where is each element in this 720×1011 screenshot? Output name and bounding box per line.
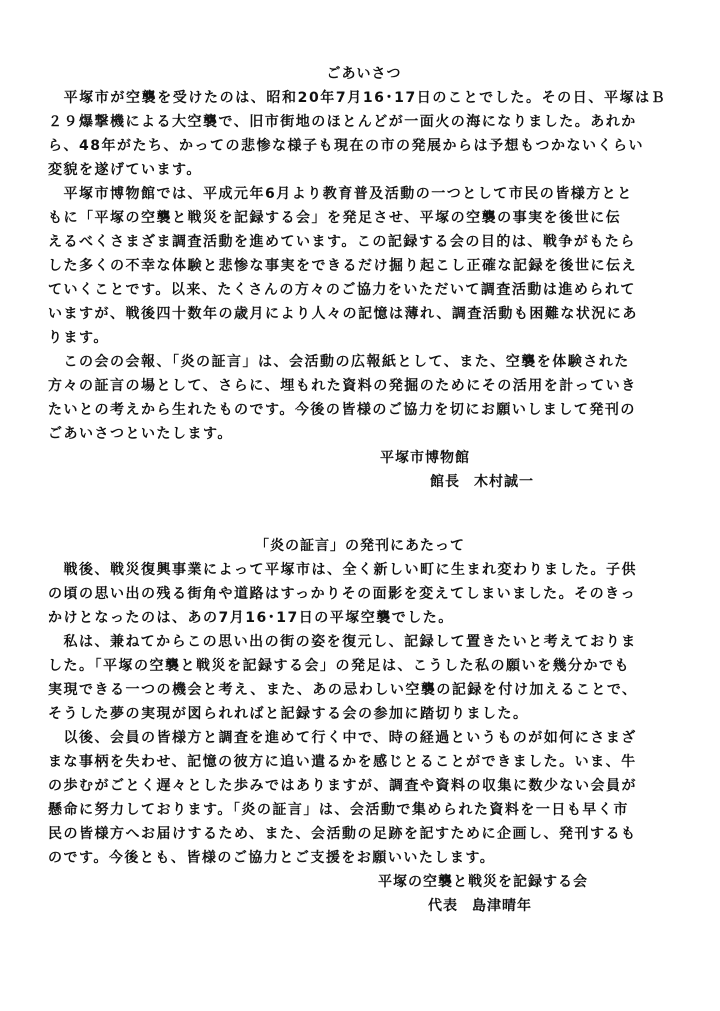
greeting-line: ２９爆撃機による大空襲で、旧市街地のほとんどが一面火の海になりました。あれか: [48, 114, 637, 130]
greeting-line: 平塚市が空襲を受けたのは、昭和20年7月16･17日のことでした。その日、平塚はＢ: [48, 90, 667, 106]
greeting-signature-org: 平塚市博物館: [380, 450, 470, 466]
greeting-title: ごあいさつ: [326, 66, 402, 82]
launch-line: の頃の思い出の残る街角や道路はすっかりその面影を変えてしまいました。そのきっ: [48, 586, 637, 602]
greeting-signature-role: 館長: [430, 474, 460, 490]
greeting-line: ります。: [48, 330, 109, 346]
launch-signature-org: 平塚の空襲と戦災を記録する会: [378, 874, 588, 890]
launch-line: 私は、兼ねてからこの思い出の街の姿を復元し、記録して置きたいと考えておりま: [48, 634, 637, 650]
greeting-signature-name: 木村誠一: [474, 474, 534, 490]
greeting-line: した多くの不幸な体験と悲惨な事実をできるだけ掘り起こし正確な記録を後世に伝え: [48, 258, 637, 274]
launch-line: した。「平塚の空襲と戦災を記録する会」の発足は、こうした私の願いを幾分かでも: [48, 658, 630, 674]
launch-line: の歩むがごとく遅々とした歩みではありますが、調査や資料の収集に数少ない会員が: [48, 778, 637, 794]
launch-line: まな事柄を失わせ、記憶の彼方に追い遣るかを感じとることができました。いま、牛: [48, 754, 637, 770]
greeting-line: 方々の証言の場として、さらに、埋もれた資料の発掘のためにその活用を計っていき: [48, 378, 637, 394]
greeting-line: ら、48年がたち、かっての悲惨な様子も現在の市の発展からは予想もつかないくらい: [48, 138, 644, 154]
greeting-line: 変貌を遂げています。: [48, 162, 202, 178]
greeting-line: たいとの考えから生れたものです。今後の皆様のご協力を切にお願いしまして発刊の: [48, 402, 636, 418]
launch-line: そうした夢の実現が図られればと記録する会の参加に踏切りました。: [48, 706, 529, 722]
launch-line: 戦後、戦災復興事業によって平塚市は、全く新しい町に生まれ変わりました。子供: [48, 562, 637, 578]
launch-line: 実現できる一つの機会と考え、また、あの忌わしい空襲の記録を付け加えることで、: [48, 682, 638, 698]
launch-line: 以後、会員の皆様方と調査を進めて行く中で、時の経過というものが如何にさまざ: [48, 730, 637, 746]
launch-signature-name: 島津晴年: [472, 898, 532, 914]
greeting-line: この会の会報、「炎の証言」は、会活動の広報紙として、また、空襲を体験された: [48, 354, 630, 370]
greeting-signature: [0, 470, 720, 494]
launch-title: 「炎の証言」の発刊にあたって: [255, 538, 465, 554]
greeting-line: ていくことです。以来、たくさんの方々のご協力をいただいて調査活動は進められて: [48, 282, 636, 298]
launch-section: [0, 534, 720, 918]
greeting-line: いますが、戦後四十数年の歳月により人々の記憶は薄れ、調査活動も困難な状況にあ: [48, 306, 638, 322]
greeting-line: えるべくさまざま調査活動を進めています。この記録する会の目的は、戦争がもたら: [48, 234, 636, 250]
greeting-line: 平塚市博物館では、平成元年6月より教育普及活動の一つとして市民の皆様方とと: [48, 186, 633, 202]
launch-line: 民の皆様方へお届けするため、また、会活動の足跡を記すために企画し、発刊するも: [48, 826, 637, 842]
launch-line: 懸命に努力しております。「炎の証言」は、会活動で集められた資料を一日も早く市: [48, 802, 629, 818]
launch-line: のです。今後とも、皆様のご協力とご支援をお願いいたします。: [48, 850, 496, 866]
launch-line: かけとなったのは、あの7月16･17日の平塚空襲でした。: [48, 610, 454, 626]
greeting-section: [0, 62, 720, 494]
launch-signature-role: 代表: [428, 898, 458, 914]
greeting-line: もに「平塚の空襲と戦災を記録する会」を発足させ、平塚の空襲の事実を後世に伝: [48, 210, 622, 226]
greeting-line: ごあいさつといたします。: [48, 426, 233, 442]
launch-signature: [0, 894, 720, 918]
